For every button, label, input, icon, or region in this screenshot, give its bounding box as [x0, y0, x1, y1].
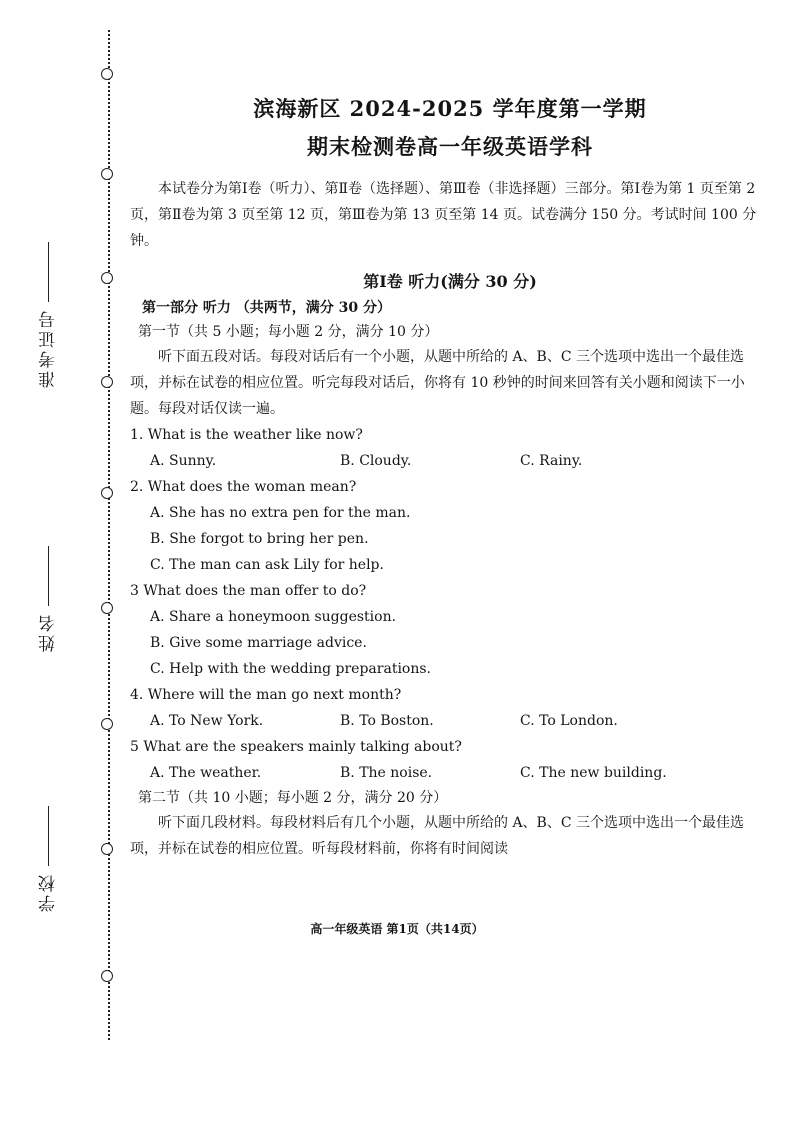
option-a[interactable]: A. Sunny. [150, 453, 217, 469]
page-footer: 高一年级英语 第1页（共14页） [310, 922, 484, 936]
subsection-1-title: 第一节（共 5 小题；每小题 2 分，满分 10 分） [138, 324, 439, 340]
option-c[interactable]: C. The new building. [520, 765, 667, 781]
option-row [130, 760, 770, 786]
option-a[interactable]: A. The weather. [150, 765, 262, 781]
binding-hole [101, 168, 113, 180]
option-a[interactable]: A. She has no extra pen for the man. [150, 505, 411, 521]
exam-title-line2: 期末检测卷高一年级英语学科 [307, 134, 593, 159]
instruction-2: 听下面几段材料。每段材料后有几个小题，从题中所给的 A、B、C 三个选项中选出一个最佳选项，并标在试卷的相应位置。听每段材料前，你将有时间阅读 [130, 815, 745, 857]
option-c[interactable]: C. Help with the wedding preparations. [150, 661, 431, 677]
binding-hole [101, 487, 113, 499]
question-stem: 5 What are the speakers mainly talking about? [130, 739, 462, 755]
exam-id-blank[interactable] [48, 242, 49, 302]
option-b[interactable]: B. Give some marriage advice. [150, 635, 367, 651]
instruction-1: 听下面五段对话。每段对话后有一个小题，从题中所给的 A、B、C 三个选项中选出一个最佳选项，并标在试卷的相应位置。听完每段对话后，你将有 10 秒钟的时间来回答有关小题和阅读下一小题。每段对话仅读一遍。 [130, 349, 745, 417]
exam-id-label: 准考证号 [39, 308, 59, 388]
name-label: 姓名 [39, 612, 59, 652]
exam-intro: 本试卷分为第Ⅰ卷（听力）、第Ⅱ卷（选择题）、第Ⅲ卷（非选择题）三部分。第Ⅰ卷为第 1 页至第 2 页，第Ⅱ卷为第 3 页至第 12 页，第Ⅲ卷为第 13 页至第 14 页。试卷满分 150 分。考试时间 100 分钟。 [130, 181, 757, 249]
option-c[interactable]: C. The man can ask Lily for help. [150, 557, 384, 573]
binding-hole [101, 843, 113, 855]
binding-dotted-line [108, 30, 110, 1040]
question-stem: 4. Where will the man go next month? [130, 687, 402, 703]
section-title: 第Ⅰ卷 听力(满分 30 分) [363, 272, 537, 291]
binding-hole [101, 718, 113, 730]
part-title: 第一部分 听力 （共两节，满分 30 分） [142, 300, 391, 316]
school-blank[interactable] [48, 806, 49, 866]
name-field[interactable] [36, 540, 61, 652]
binding-hole [101, 602, 113, 614]
option-a[interactable]: A. To New York. [150, 713, 264, 729]
binding-hole [101, 272, 113, 284]
name-blank[interactable] [48, 546, 49, 606]
exam-page [130, 90, 770, 862]
school-field[interactable] [36, 800, 61, 912]
option-b[interactable]: B. Cloudy. [340, 453, 412, 469]
binding-hole [101, 68, 113, 80]
question-stem: 2. What does the woman mean? [130, 479, 357, 495]
question-stem: 1. What is the weather like now? [130, 427, 363, 443]
option-b[interactable]: B. The noise. [340, 765, 433, 781]
option-b[interactable]: B. To Boston. [340, 713, 434, 729]
option-c[interactable]: C. Rainy. [520, 453, 583, 469]
question-stem: 3 What does the man offer to do? [130, 583, 367, 599]
option-c[interactable]: C. To London. [520, 713, 618, 729]
option-row [130, 448, 770, 474]
option-b[interactable]: B. She forgot to bring her pen. [150, 531, 369, 547]
option-a[interactable]: A. Share a honeymoon suggestion. [150, 609, 397, 625]
binding-hole [101, 376, 113, 388]
exam-id-field[interactable] [36, 236, 61, 388]
subsection-2-title: 第二节（共 10 小题；每小题 2 分，满分 20 分） [138, 790, 448, 806]
binding-hole [101, 970, 113, 982]
exam-title-line1: 滨海新区 2024-2025 学年度第一学期 [253, 96, 647, 121]
option-row [130, 708, 770, 734]
school-label: 学校 [39, 872, 59, 912]
